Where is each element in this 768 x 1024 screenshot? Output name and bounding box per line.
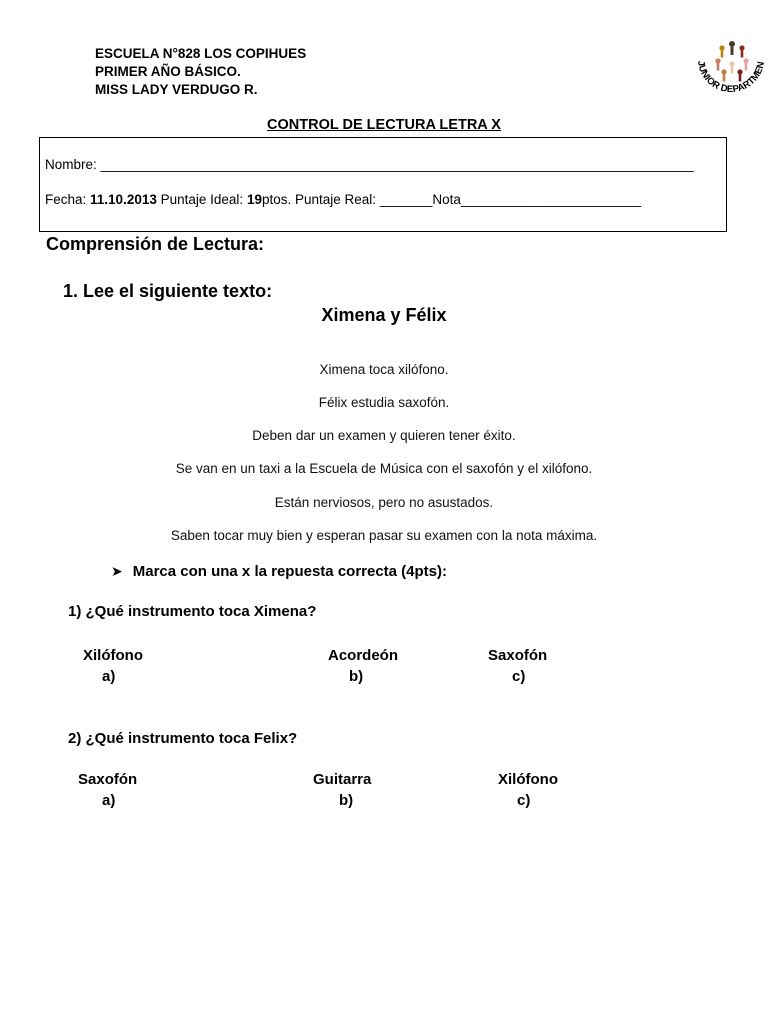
- score-line: [45, 192, 641, 207]
- name-line: [45, 157, 694, 172]
- story-line: Deben dar un examen y quieren tener éxito.: [252, 428, 516, 443]
- date-label: Fecha:: [45, 192, 91, 207]
- name-blank: _______________________________________________________________________________: [100, 157, 694, 172]
- ideal-value: 19: [246, 192, 262, 207]
- question-1-heading: 1. Lee el siguiente texto:: [63, 281, 273, 301]
- date-value: 11.10.2013: [90, 192, 157, 207]
- story-line: Se van en un taxi a la Escuela de Música con el saxofón y el xilófono.: [175, 461, 593, 476]
- page-title: CONTROL DE LECTURA LETRA X: [267, 117, 501, 133]
- story-line: Félix estudia saxofón.: [318, 395, 450, 410]
- option-label[interactable]: Xilófono: [83, 647, 143, 664]
- student-info-box: [39, 137, 727, 232]
- instruction: [111, 563, 447, 580]
- option-letter[interactable]: a): [102, 668, 116, 685]
- section-title: Comprensión de Lectura:: [46, 234, 265, 254]
- option-letter[interactable]: c): [512, 668, 526, 685]
- option-label[interactable]: Saxofón: [78, 771, 138, 788]
- story-title: Ximena y Félix: [321, 305, 447, 325]
- junior-department-logo: [688, 36, 768, 106]
- story-line: Ximena toca xilófono.: [319, 362, 449, 377]
- svg-text:JUNIOR DEPARTMENT: JUNIOR DEPARTMEN: [694, 59, 767, 96]
- option-label[interactable]: Saxofón: [488, 647, 548, 664]
- question-text: 2) ¿Qué instrumento toca Felix?: [68, 730, 298, 747]
- school-name: ESCUELA N°828 LOS COPIHUES: [95, 46, 307, 61]
- instruction-text: Marca con una x la repuesta correcta (4pts):: [132, 563, 448, 580]
- option-letter[interactable]: c): [517, 792, 531, 809]
- teacher-name: MISS LADY VERDUGO R.: [95, 82, 258, 97]
- arrow-bullet-icon: ➤: [111, 563, 123, 579]
- option-letter[interactable]: a): [102, 792, 116, 809]
- option-label[interactable]: Acordeón: [328, 647, 399, 664]
- people-figures-icon: [715, 41, 748, 82]
- ideal-label: Puntaje Ideal:: [156, 192, 247, 207]
- option-letter[interactable]: b): [339, 792, 354, 809]
- question-text: 1) ¿Qué instrumento toca Ximena?: [68, 603, 317, 620]
- real-score-label: Puntaje Real: _______: [291, 192, 433, 207]
- grade-label: Nota________________________: [432, 192, 642, 207]
- story-line: Saben tocar muy bien y esperan pasar su examen con la nota máxima.: [170, 528, 598, 543]
- option-label[interactable]: Guitarra: [313, 771, 372, 788]
- ideal-unit: ptos.: [261, 192, 292, 207]
- option-label[interactable]: Xilófono: [498, 771, 558, 788]
- option-letter[interactable]: b): [349, 668, 364, 685]
- story-line: Están nerviosos, pero no asustados.: [274, 495, 494, 510]
- grade-level: PRIMER AÑO BÁSICO.: [95, 64, 241, 79]
- name-label: Nombre:: [45, 157, 101, 172]
